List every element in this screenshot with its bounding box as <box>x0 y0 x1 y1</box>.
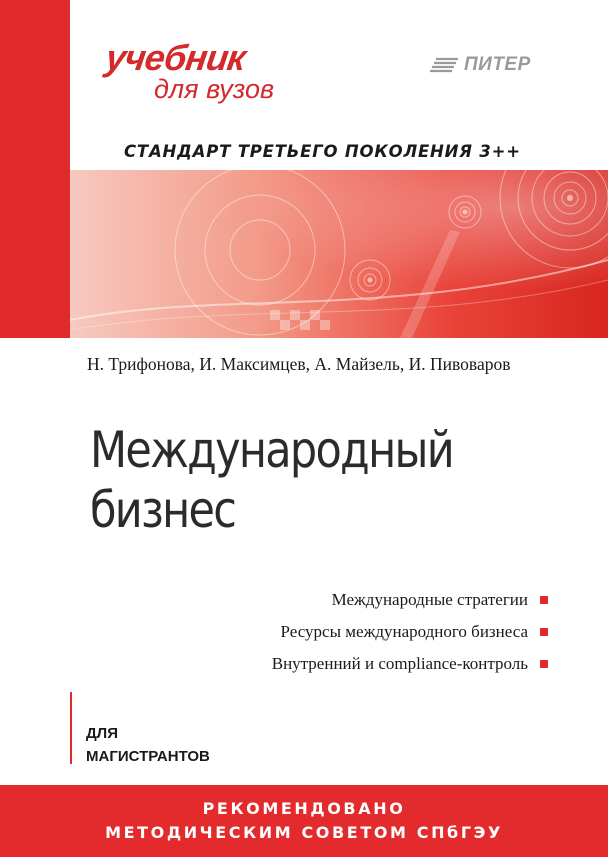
series-title: учебник <box>103 37 248 78</box>
topic-label: Ресурсы международного бизнеса <box>280 622 528 641</box>
topic-item <box>272 584 548 616</box>
authors: Н. Трифонова, И. Максимцев, А. Майзель, И. Пивоваров <box>87 354 511 374</box>
topic-label: Международные стратегии <box>331 590 528 609</box>
series-subtitle: для вузов <box>154 74 275 104</box>
publisher-logo <box>430 54 531 76</box>
square-bullet-icon <box>540 660 548 668</box>
book-title-line-2: бизнес <box>90 481 236 539</box>
topic-label: Внутренний и compliance-контроль <box>271 654 528 673</box>
topic-item <box>272 648 548 680</box>
square-bullet-icon <box>540 628 548 636</box>
decorative-banner <box>70 170 608 338</box>
red-side-bar <box>0 0 70 338</box>
topics-list <box>272 584 548 680</box>
topic-item <box>272 616 548 648</box>
series-logo <box>92 38 332 118</box>
square-bullet-icon <box>540 596 548 604</box>
audience-line-1: ДЛЯ <box>86 725 118 742</box>
audience-line-2: МАГИСТРАНТОВ <box>86 748 210 765</box>
book-title-line-1: Международный <box>90 421 453 479</box>
publisher-name: ПИТЕР <box>464 54 531 75</box>
audience-label <box>70 692 210 764</box>
recommendation-line-2: МЕТОДИЧЕСКИМ СОВЕТОМ СПбГЭУ <box>105 823 503 842</box>
standard-label: СТАНДАРТ ТРЕТЬЕГО ПОКОЛЕНИЯ 3++ <box>124 142 521 161</box>
recommendation-banner <box>0 785 608 857</box>
book-title <box>90 420 453 540</box>
publisher-logo-icon <box>430 56 460 74</box>
recommendation-line-1: РЕКОМЕНДОВАНО <box>202 799 406 818</box>
